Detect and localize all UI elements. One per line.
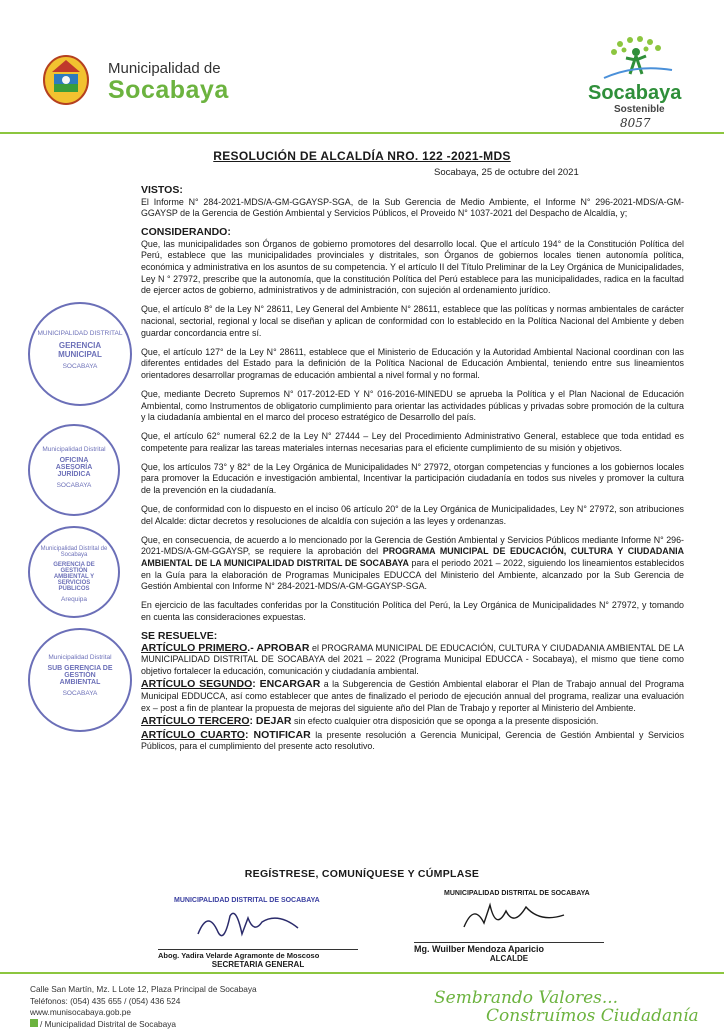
resolution-date: Socabaya, 25 de octubre del 2021 (434, 167, 579, 178)
signature-secretaria (158, 897, 358, 969)
stamp-ring-text: Municipalidad Distrital (30, 446, 118, 453)
considerando-paragraph: Que, el artículo 62° numeral 62.2 de la Ley N° 27444 – Ley del Procedimiento Administrativo General, establece que toda entidad es competente para realizar las tareas materiales internas necesarias para el eficiente cumplimiento de su misión y objetivos. (141, 431, 684, 454)
stamp-asesoria-juridica (28, 424, 120, 516)
signer-role: ALCALDE (414, 954, 604, 963)
closing-formula: REGÍSTRESE, COMUNÍQUESE Y CÚMPLASE (0, 868, 724, 880)
stamp-foot-text: SOCABAYA (30, 363, 130, 370)
sostenible-subtitle: Sostenible (614, 104, 665, 115)
stamp-inner-text: GERENCIA MUNICIPAL (30, 337, 130, 363)
resolution-title: RESOLUCIÓN DE ALCALDÍA NRO. 122 -2021-MDS (0, 149, 724, 163)
footer-website: www.munisocabaya.gob.pe (30, 1007, 257, 1019)
municipality-name: Socabaya (108, 76, 229, 105)
facebook-icon (30, 1019, 38, 1027)
article-verb: NOTIFICAR (254, 729, 311, 741)
article-sep: : (245, 729, 254, 741)
municipal-crest-logo (38, 50, 94, 106)
header-divider (0, 132, 724, 134)
stamp-ring-text: MUNICIPALIDAD DISTRITAL (30, 330, 130, 337)
slogan-line-2: Construímos Ciudadanía (486, 1006, 699, 1026)
considerando-paragraph: Que, las municipalidades son Órganos de gobierno promotores del desarrollo local. Que el artículo 194° de la Constitución Política del Perú, establece que las municipalidades provinciales y distritales, son Órganos de gobiernos locales tienen autonomía política, económica y administrativa en los asuntos de su competencia. Y el artículo II del Título Preliminar de la Ley Orgánica de Municipalidades, Ley N ° 27972, prescribe que la autonomía, que la constitución Política del Perú establece para las municipalidades, radica en la facultad de ejercer actos de gobierno, administrativos y de administración, con sujeción al ordenamiento jurídico. (141, 239, 684, 297)
footer-phones: Teléfonos: (054) 435 655 / (054) 436 524 (30, 996, 257, 1008)
article-text: la presente resolución a Gerencia Municipal, Gerencia de Gestión Ambiental y Servicios Públicos, para el cumplimiento del presente acto resolutivo. (141, 730, 684, 752)
article-verb: ENCARGAR (260, 678, 321, 690)
sostenible-logo (600, 34, 674, 84)
programa-name: PROGRAMA MUNICIPAL DE EDUCACIÓN, CULTURA Y CIUDADANIA AMBIENTAL DE LA MUNICIPALIDAD DISTRITAL DE SOCABAYA (141, 546, 684, 568)
resuelve-heading: SE RESUELVE: (141, 631, 684, 643)
considerando-paragraph: Que, los artículos 73° y 82° de la Ley Orgánica de Municipalidades N° 27972, otorgan competencias y funciones a los gobiernos locales para promover la Educación e investigación ambiental, Incentivar la participación ciudadanía en todos sus niveles y promover la cultura de la prevención en la ciudadanía. (141, 462, 684, 497)
stamp-inner-text: OFICINA ASESORÍA JURÍDICA (30, 453, 118, 482)
stamp-inner-text: GERENCIA DE GESTIÓN AMBIENTAL Y SERVICIOS PÚBLICOS (30, 558, 118, 596)
article-head: ARTÍCULO SEGUNDO (141, 678, 252, 690)
article-tercero (141, 716, 684, 728)
stamp-gestion-ambiental (28, 526, 120, 618)
article-text: sin efecto cualquier otra disposición que se oponga a la presente disposición. (292, 716, 599, 726)
article-head: ARTÍCULO TERCERO (141, 715, 250, 727)
ejercicio-paragraph: En ejercicio de las facultades conferidas por la Constitución Política del Perú, la Ley Orgánica de Municipalidades N° 27972, y tomando en cuenta las consideraciones expuestas. (141, 600, 684, 623)
handwritten-signature (414, 897, 604, 937)
article-sep: .- (247, 642, 256, 654)
signature-alcalde (414, 890, 604, 963)
article-verb: DEJAR (256, 715, 292, 727)
handwritten-number: 8057 (620, 116, 651, 130)
sostenible-brand: Socabaya (588, 82, 681, 105)
stamp-foot-text: Arequipa (30, 596, 118, 603)
considerando-paragraph: Que, de conformidad con lo dispuesto en el inciso 06 artículo 20° de la Ley Orgánica de Municipalidades, Ley N° 27972, son atribuciones del Alcalde: dictar decretos y resoluciones de alcaldía con sujeción a las leyes y ordenanzas. (141, 504, 684, 527)
article-verb: APROBAR (256, 642, 309, 654)
signature-seal-text: MUNICIPALIDAD DISTRITAL DE SOCABAYA (444, 890, 604, 897)
handwritten-signature (158, 904, 358, 944)
stamp-inner-text: SUB GERENCIA DE GESTIÓN AMBIENTAL (30, 661, 130, 690)
vistos-heading: VISTOS: (141, 185, 684, 197)
stamp-foot-text: SOCABAYA (30, 690, 130, 697)
stamp-gerencia-municipal (28, 302, 132, 406)
considerando-paragraph: Que, el artículo 127° de la Ley N° 28611, establece que el Ministerio de Educación y la Autoridad Ambiental Nacional coordinan con las diferentes entidades del Estado para la definición de la Política Nacional de Educación Ambiental, teniendo entre sus lineamientos orientadores desarrollar programas de educación ambiental a nivel formal y no formal. (141, 347, 684, 382)
article-sep: : (252, 678, 259, 690)
footer-divider (0, 972, 724, 974)
stamp-ring-text: Municipalidad Distrital de Socabaya (30, 546, 118, 558)
signer-role: SECRETARIA GENERAL (158, 960, 358, 969)
article-text: el PROGRAMA MUNICIPAL DE EDUCACIÓN, CULTURA Y CIUDADANIA AMBIENTAL DE LA MUNICIPALIDAD DISTRITAL DE SOCABAYA del 2021 – 2022 (Programa Municipal EDUCCA - Socabaya), el mismo que tiene como objetivo fortalecer la educación, comunicación y ciudadanía ambiental. (141, 643, 684, 676)
municipality-label: Municipalidad de (108, 60, 221, 77)
considerando-paragraph: Que, mediante Decreto Supremos N° 017-2012-ED Y N° 016-2016-MINEDU se aprueba la Política y el Plan Nacional de Educación Ambiental, como Instrumentos de obligatorio cumplimiento para orientar las actividades públicas y privadas sobre promoción de la cultura y la ciudadanía ambiental en el marco del proceso estratégico de Desarrollo del país. (141, 389, 684, 424)
consecuencia-paragraph (141, 535, 684, 593)
stamp-foot-text: SOCABAYA (30, 482, 118, 489)
article-head: ARTÍCULO PRIMERO (141, 642, 247, 654)
vistos-text: El Informe N° 284-2021-MDS/A-GM-GGAYSP-SGA, de la Sub Gerencia de Medio Ambiente, el Informe N° 296-2021-MDS/A-GM-GGAYSP de la Gerencia de Gestión Ambiental y Servicios Públicos, el Proveido N° 1037-2021 del Despacho de Alcaldía, y; (141, 197, 684, 220)
footer-facebook: / Municipalidad Distrital de Socabaya (30, 1019, 257, 1030)
considerando-paragraph: Que, el artículo 8° de la Ley N° 28611, Ley General del Ambiente N° 28611, establece que las políticas y normas ambientales de carácter nacional, sectorial, regional y local se diseñan y aplican de conformidad con lo establecido en la Política Nacional del Ambiente y deben guardar concordancia entre sí. (141, 304, 684, 339)
signer-name: Mg. Wuilber Mendoza Aparicio (414, 942, 604, 954)
signature-seal-text: MUNICIPALIDAD DISTRITAL DE SOCABAYA (174, 897, 358, 904)
signer-name: Abog. Yadira Velarde Agramonte de Moscoso (158, 949, 358, 960)
resolution-body (141, 182, 684, 760)
footer-address: Calle San Martín, Mz. L Lote 12, Plaza Principal de Socabaya (30, 984, 257, 996)
article-sep: : (250, 715, 256, 727)
considerando-heading: CONSIDERANDO: (141, 227, 684, 239)
consecuencia-text-b: para el periodo 2021 – 2022, siguiendo los lineamientos establecidos en la Guía para la elaboración de Programas Municipales EDUCCA del Ministerio del Ambiente, alcanzado por la Sub Gerencia de Gestión Ambiental con Informe N° 284-2021-MDS/A-GM-GGAYSP-SGA. (141, 558, 684, 591)
article-head: ARTÍCULO CUARTO (141, 729, 245, 741)
article-primero (141, 643, 684, 678)
footer-contact (30, 984, 257, 1030)
slogan-line-1: Sembrando Valores... (434, 988, 618, 1008)
article-text: a la Subgerencia de Gestión Ambiental elaborar el Plan de Trabajo annual del Programa Municipal EDDUCCA, así como establecer que antes de finalizado el periodo de ejecución annual del programa, realizar una evaluación ex – post a fin de plantear la propuesta de mejoras del siguiente año del Plan de Trabajo y reporter al Ministerio del Ambiente. (141, 679, 684, 712)
stamp-ring-text: Municipalidad Distrital (30, 654, 130, 661)
stamp-sub-gerencia (28, 628, 132, 732)
article-segundo (141, 679, 684, 714)
article-cuarto (141, 730, 684, 753)
consecuencia-text-a: Que, en consecuencia, de acuerdo a lo mencionado por la Gerencia de Gestión Ambiental y Servicios Públicos mediante Informe N° 296-2021-MDS/A-GM-GGAYSP, se requiere la aprobación del (141, 535, 684, 557)
